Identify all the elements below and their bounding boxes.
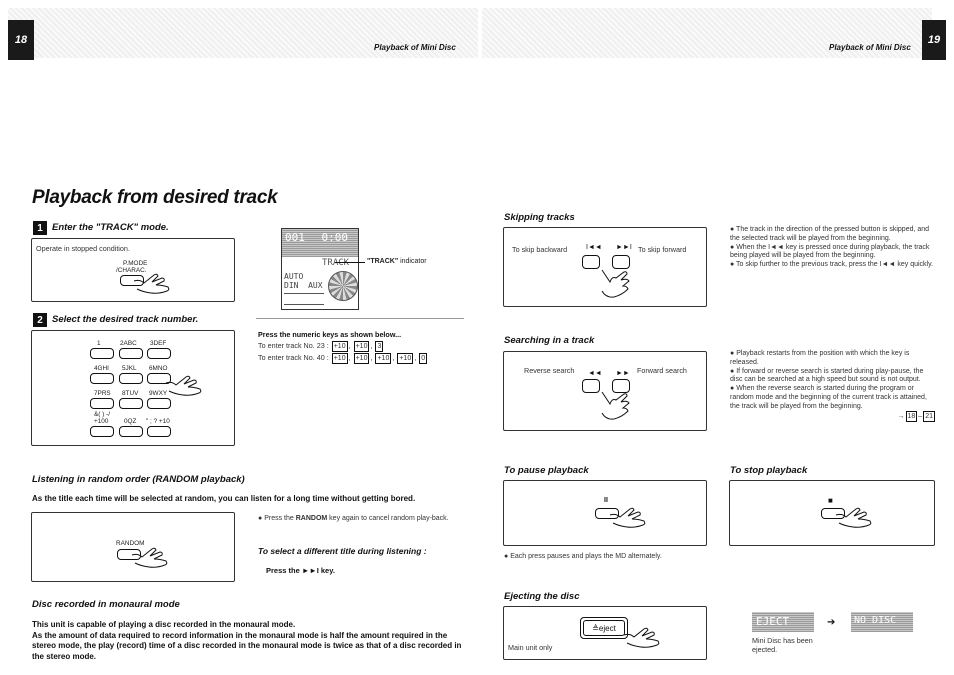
- example-key: +10: [333, 343, 346, 350]
- search-bullets: [730, 350, 936, 422]
- search-page-ref: → 18 – 21: [897, 413, 933, 421]
- random-box: [31, 512, 235, 582]
- track-23-prefix: To enter track No. 23 :: [258, 341, 329, 350]
- random-intro: As the title each time will be selected at random, you can listen for a long time without getting bored.: [32, 494, 416, 503]
- hand-icon: [596, 390, 636, 424]
- key-label-1: 1: [97, 340, 101, 347]
- search-bullet: ● If forward or reverse search is started during play-pause, the disc can be searched at a high speed but sound is not output.: [730, 367, 924, 384]
- charac-key-label: /CHARAC.: [116, 267, 147, 274]
- eject-heading: Ejecting the disc: [504, 591, 580, 602]
- pause-note-text: Each press pauses and plays the MD alternately.: [510, 553, 662, 560]
- stop-heading: To stop playback: [730, 465, 808, 476]
- search-bullet-text: When the reverse search is started during the program or random mode and the beginning of the current track is attained, the track will be played from the beginning.: [730, 385, 927, 410]
- page-number-right: 19: [922, 20, 946, 60]
- hand-icon: [596, 268, 636, 302]
- key-label-8: 8TUV: [122, 390, 139, 397]
- skip-backward-icon: I◄◄: [586, 244, 602, 251]
- example-key: 0: [421, 355, 426, 362]
- skip-backward-key[interactable]: [582, 255, 600, 269]
- skip-forward-icon: ►►I: [616, 244, 632, 251]
- random-sub-text: Press the ►►I key.: [266, 566, 335, 575]
- track-40-example: To enter track No. 40 : +10 , +10 , +10 , +10 , 0: [258, 353, 426, 362]
- display-time: 0:00: [321, 231, 348, 244]
- skip-bullet: ● To skip further to the previous track, press the I◄◄ key quickly.: [730, 261, 934, 268]
- track-indicator-label-bold: "TRACK": [367, 258, 399, 265]
- no-disc-lcd: NO DISC: [851, 612, 913, 632]
- track-40-prefix: To enter track No. 40 :: [258, 353, 329, 362]
- step-2-heading: Select the desired track number.: [52, 314, 199, 325]
- track-indicator-label: [367, 258, 427, 265]
- eject-button-inner: [583, 620, 625, 636]
- search-bullet-text: If forward or reverse search is started during play-pause, the disc can be searched at a high speed but sound is not output.: [730, 367, 924, 384]
- mono-paragraph-1: This unit is capable of playing a disc recorded in the monaural mode.: [32, 620, 296, 629]
- step-1-box: [31, 238, 235, 302]
- pause-heading: To pause playback: [504, 465, 589, 476]
- display-din-aux: DIN AUX: [284, 281, 323, 290]
- key-label-3: 3DEF: [150, 340, 167, 347]
- stop-box: [729, 480, 935, 546]
- search-bullet: ● Playback restarts from the position with which the key is released.: [730, 350, 910, 366]
- key-3[interactable]: [147, 348, 171, 359]
- hand-icon: [132, 267, 176, 297]
- eject-icon: ≜: [592, 623, 599, 633]
- skip-bullet-text: The track in the direction of the pressed button is skipped, and the selected track will be played from the beginning.: [730, 226, 930, 242]
- step-2-number: 2: [33, 313, 47, 327]
- random-key-label: RANDOM: [116, 540, 145, 547]
- display-lcd-top: [282, 229, 358, 257]
- key-label-4: 4GHI: [94, 365, 109, 372]
- random-cancel-note: ● Press the RANDOM key again to cancel random play-back.: [258, 515, 449, 522]
- numeric-keypad-box: [31, 330, 235, 446]
- reverse-search-icon: ◄◄: [588, 370, 602, 377]
- key-7[interactable]: [90, 398, 114, 409]
- forward-search-icon: ►►: [616, 370, 630, 377]
- key-plus10[interactable]: [147, 426, 171, 437]
- arrow-icon: ➔: [827, 617, 836, 628]
- search-box: [503, 351, 707, 431]
- search-heading: Searching in a track: [504, 335, 595, 346]
- eject-button[interactable]: [580, 617, 628, 639]
- track-display: [281, 228, 359, 310]
- pause-symbol: II: [604, 497, 608, 504]
- example-key: +10: [377, 355, 390, 362]
- hand-icon: [608, 501, 652, 531]
- skip-bullet-text: When the I◄◄ key is pressed once during playback, the track being played will be played from the beginning.: [730, 243, 930, 260]
- example-key: +10: [399, 355, 412, 362]
- key-5[interactable]: [119, 373, 143, 384]
- example-key: +10: [355, 355, 368, 362]
- key-4[interactable]: [90, 373, 114, 384]
- eject-box: [503, 606, 707, 660]
- skip-bullets: [730, 226, 936, 270]
- hand-icon: [164, 369, 208, 399]
- skip-bullet-text: To skip further to the previous track, press the I◄◄ key quickly.: [736, 261, 934, 268]
- skip-heading: Skipping tracks: [504, 212, 575, 223]
- key-label-5: 5JKL: [122, 365, 137, 372]
- forward-search-label: Forward search: [637, 366, 687, 375]
- search-bullet: ● When the reverse search is started during the program or random mode and the beginning of the current track is attained, the track will be played from the beginning.: [730, 385, 927, 410]
- header-title-left: Playback of Mini Disc: [374, 43, 456, 52]
- mono-paragraph-2: As the amount of data required to record information in the monaural mode is half the amount required in the stereo mode, the play (record) time of a disc recorded in the monaural mode is twice as that of a disc recorded in the stereo mode.: [32, 631, 462, 661]
- pause-note: ● Each press pauses and plays the MD alternately.: [504, 553, 662, 560]
- hand-icon: [130, 541, 174, 571]
- key-label-7: 7PRS: [94, 390, 111, 397]
- page-ref-start: 18: [907, 413, 916, 421]
- key-label-9: 9WXY: [149, 390, 168, 397]
- example-key: 3: [377, 343, 382, 350]
- step-1-heading: Enter the "TRACK" mode.: [52, 222, 169, 233]
- key-0[interactable]: [119, 426, 143, 437]
- track-23-example: To enter track No. 23 : +10 , +10 , 3: [258, 341, 382, 350]
- numeric-instruction: Press the numeric keys as shown below...: [258, 330, 402, 339]
- key-label-symbols: &( ) -/: [94, 411, 110, 418]
- eject-caption: Mini Disc has been ejected.: [752, 636, 813, 654]
- key-label-0: 0QZ: [124, 418, 137, 425]
- skip-forward-label: To skip forward: [638, 245, 687, 254]
- track-indicator-pointer: [335, 262, 365, 263]
- search-bullet-text: Playback restarts from the position with which the key is released.: [730, 350, 910, 366]
- step-2-divider: [256, 318, 464, 319]
- example-key: +10: [355, 343, 368, 350]
- display-track-indicator: TRACK: [322, 258, 350, 268]
- eject-label: eject: [598, 623, 616, 633]
- random-sub-heading: To select a different title during listening :: [258, 546, 427, 556]
- skip-forward-key[interactable]: [612, 255, 630, 269]
- key-label-6: 6MNO: [149, 365, 168, 372]
- hand-icon: [834, 501, 878, 531]
- random-note-bold: RANDOM: [295, 515, 328, 522]
- key-8[interactable]: [119, 398, 143, 409]
- random-note-pre: Press the: [264, 515, 294, 522]
- mono-heading: Disc recorded in monaural mode: [32, 599, 180, 610]
- level-meter: [284, 293, 324, 305]
- pmode-key-label: P.MODE: [123, 260, 148, 267]
- step-1-note: Operate in stopped condition.: [36, 244, 130, 253]
- example-key: +10: [333, 355, 346, 362]
- disc-icon: [328, 271, 358, 301]
- track-indicator-label-suffix: indicator: [400, 258, 427, 265]
- eject-lcd: EJECT: [752, 612, 814, 632]
- step-1-number: 1: [33, 221, 47, 235]
- page-number-left: 18: [8, 20, 34, 60]
- random-note-post: key again to cancel random play-back.: [329, 515, 449, 522]
- skip-box: [503, 227, 707, 307]
- page-ref-end: 21: [925, 413, 933, 421]
- display-track-number: 001: [285, 231, 305, 244]
- skip-bullet: ● The track in the direction of the pressed button is skipped, and the selected track will be played from the beginning.: [730, 226, 930, 242]
- header-title-right: Playback of Mini Disc: [829, 43, 911, 52]
- skip-backward-label: To skip backward: [512, 245, 568, 254]
- key-label-100: +100: [94, 418, 109, 425]
- hand-icon: [622, 621, 666, 651]
- reverse-search-label: Reverse search: [524, 366, 575, 375]
- key-label-2: 2ABC: [120, 340, 137, 347]
- key-9[interactable]: [147, 398, 171, 409]
- skip-bullet: ● When the I◄◄ key is pressed once during playback, the track being played will be played from the beginning.: [730, 243, 930, 260]
- key-label-10: " ; ? +10: [146, 418, 170, 425]
- display-auto: AUTO: [284, 272, 304, 281]
- page-title: Playback from desired track: [32, 187, 278, 208]
- key-2[interactable]: [119, 348, 143, 359]
- key-1[interactable]: [90, 348, 114, 359]
- key-plus100[interactable]: [90, 426, 114, 437]
- eject-note: Main unit only: [508, 643, 553, 652]
- random-heading: Listening in random order (RANDOM playback): [32, 474, 245, 485]
- pause-box: [503, 480, 707, 546]
- stop-symbol: ■: [828, 496, 833, 505]
